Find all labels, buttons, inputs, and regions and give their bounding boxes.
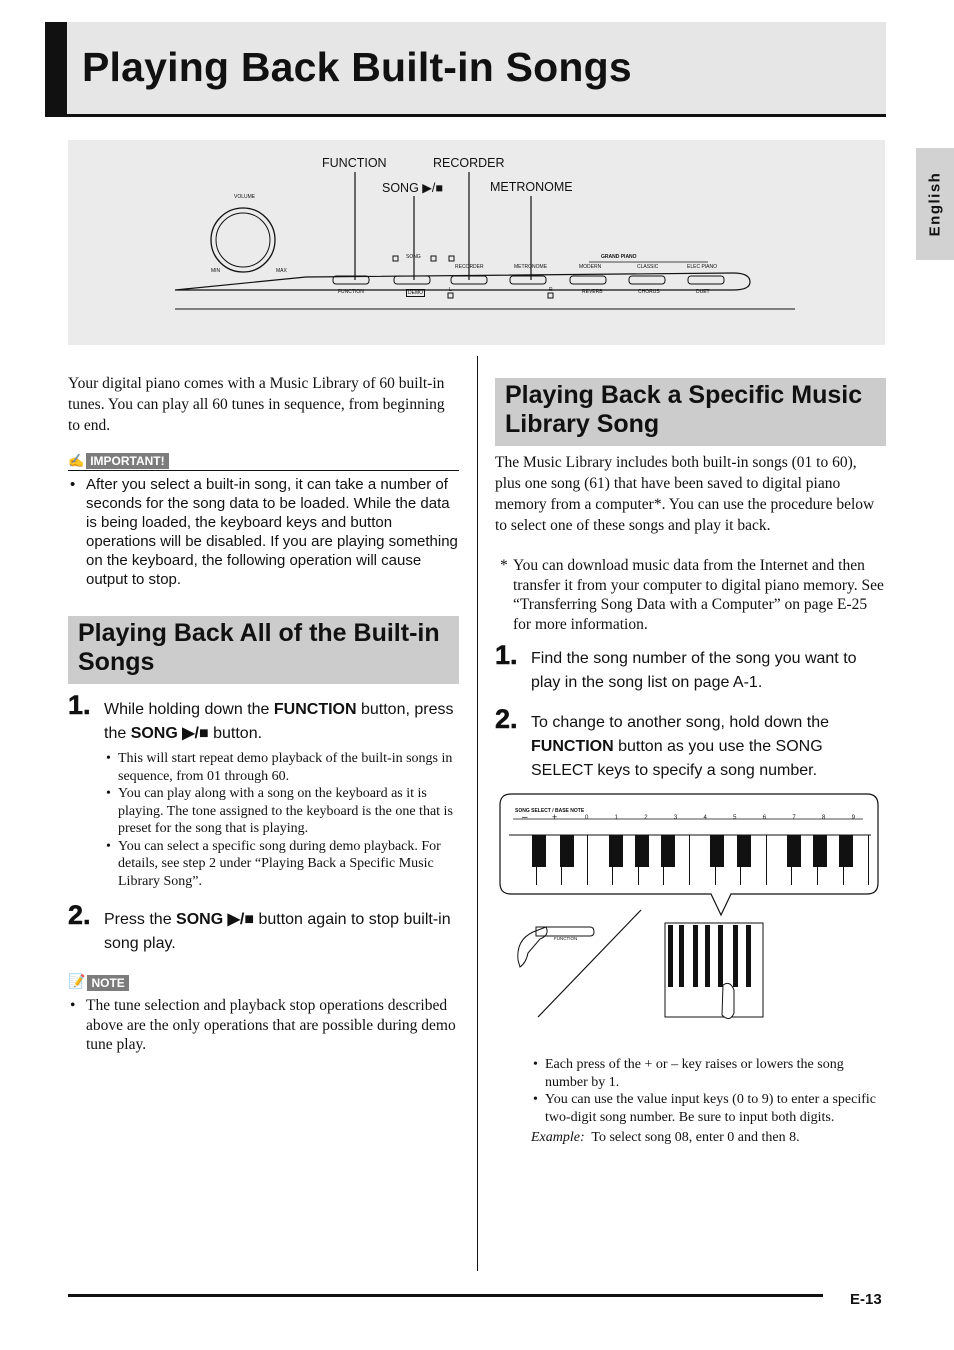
footnote-text: You can download music data from the Internet and then transfer it from your computer to digital piano memory. See “Transferring Song Data with a Computer” on page E-25 for more information. <box>513 557 884 633</box>
black-key <box>787 835 801 867</box>
important-block <box>68 453 459 589</box>
knob-volume-label: VOLUME <box>234 194 256 200</box>
callout-function: FUNCTION <box>322 156 387 170</box>
knob-min-label: MIN <box>211 268 221 274</box>
list-item: • Each press of the + or – key raises or lowers the song number by 1. <box>531 1056 886 1091</box>
left-intro: Your digital piano comes with a Music Library of 60 built-in tunes. You can play all 60 tunes in sequence, from beginning to end. <box>68 375 445 434</box>
right-step-2-text: To change to another song, hold down the FUNCTION button as you use the SONG SELECT keys to specify a song number. <box>531 714 829 779</box>
black-key <box>635 835 649 867</box>
hands-drawing <box>508 905 783 1025</box>
song-select-diagram <box>499 793 879 918</box>
right-bullets <box>531 1056 886 1147</box>
left-step-2-number: 2. <box>68 900 91 930</box>
list-item: • You can play along with a song on the keyboard as it is playing. The tone assigned to the keyboard is the one that is preset for the song that is playing. <box>104 785 458 838</box>
hand-icon: ✍ <box>68 453 85 468</box>
right-step-1-number: 1. <box>495 640 518 670</box>
hand-function-label: FUNCTION <box>554 936 578 941</box>
black-key <box>813 835 827 867</box>
l-label: L <box>449 287 452 293</box>
language-tab <box>916 148 954 260</box>
footnote <box>495 556 885 634</box>
right-step-2-number: 2. <box>495 704 518 734</box>
demo-label: DEMO <box>408 290 423 296</box>
section-header-all-songs <box>68 616 459 684</box>
left-step-2-text: Press the SONG ▶/■ button again to stop built-in song play. <box>104 911 451 952</box>
elec-piano-label: ELEC PIANO <box>687 264 718 270</box>
example-label: Example: <box>531 1130 585 1145</box>
list-item: • This will start repeat demo playback of the built-in songs in sequence, from 01 through 60. <box>104 750 458 785</box>
knob-max-label: MAX <box>276 268 287 274</box>
footnote-mark: * <box>500 557 508 574</box>
note-icon: 📝 <box>68 975 86 990</box>
right-step-1-text: Find the song number of the song you want to play in the song list on page A-1. <box>531 650 857 691</box>
control-panel-figure <box>68 140 885 345</box>
reverb-label: REVERB <box>582 289 603 295</box>
title-accent-bar <box>45 22 67 117</box>
column-divider <box>477 356 478 1271</box>
recorder-small-label: RECORDER <box>455 264 484 270</box>
section-header-specific-song <box>495 378 886 446</box>
left-step-1-number: 1. <box>68 690 91 720</box>
duet-label: DUET <box>696 289 710 295</box>
right-intro: The Music Library includes both built-in songs (01 to 60), plus one song (61) that have been saved to digital piano memory from a computer*. You can use the procedure below to select one of these songs and play it back. <box>495 454 875 534</box>
function-small-label: FUNCTION <box>338 289 364 295</box>
song-led-label: SONG <box>406 254 421 260</box>
chorus-label: CHORUS <box>638 289 660 295</box>
left-step-1-bullets <box>104 750 458 890</box>
note-text: • The tune selection and playback stop operations described above are the only operations that are possible during demo tune play. <box>68 996 459 1055</box>
black-key <box>661 835 675 867</box>
modern-label: MODERN <box>579 264 602 270</box>
list-item: • You can select a specific song during demo playback. For details, see step 2 under “Playing Back a Specific Music Library Song”. <box>104 838 458 891</box>
list-item: • You can use the value input keys (0 to 9) to enter a specific two-digit song number. Be sure to input both digits. <box>531 1091 886 1126</box>
important-tag: IMPORTANT! <box>86 453 168 469</box>
black-key <box>839 835 853 867</box>
footer-rule <box>68 1294 823 1297</box>
black-key <box>737 835 751 867</box>
language-tab-label: English <box>926 171 944 237</box>
note-block <box>68 974 459 1055</box>
black-key <box>710 835 724 867</box>
important-text: • After you select a built-in song, it can take a number of seconds for the song data to be loaded. While the data is being loaded, the keyboard keys and button operations will be disabled. If you are playing something on the keyboard, the following operation will cause output to stop. <box>68 475 459 589</box>
grand-piano-label: GRAND PIANO <box>601 254 637 260</box>
note-tag: NOTE <box>87 975 128 991</box>
hands-illustration <box>508 905 783 1025</box>
r-label: R <box>549 287 553 293</box>
example-text: To select song 08, enter 0 and then 8. <box>591 1130 800 1145</box>
page-title: Playing Back Built-in Songs <box>82 44 632 90</box>
callout-song: SONG ▶/■ <box>382 181 443 195</box>
section-title-all-songs: Playing Back All of the Built-in Songs <box>78 619 440 676</box>
black-key <box>532 835 546 867</box>
example-line <box>531 1129 886 1147</box>
left-step-1-text: While holding down the FUNCTION button, press the SONG ▶/■ button. <box>104 701 454 742</box>
black-key <box>560 835 574 867</box>
callout-recorder: RECORDER <box>433 156 505 170</box>
panel-drawing <box>68 140 885 345</box>
song-select-header: SONG SELECT / BASE NOTE <box>515 808 585 814</box>
classic-label: CLASSIC <box>637 264 659 270</box>
page-number: E-13 <box>850 1291 882 1308</box>
digit-key-labels: 0 1 2 3 4 5 6 7 8 9 <box>585 815 855 821</box>
black-key <box>609 835 623 867</box>
minus-key-label: – <box>522 812 528 823</box>
callout-metronome: METRONOME <box>490 180 573 194</box>
metronome-small-label: METRONOME <box>514 264 548 270</box>
plus-key-label: + <box>552 812 558 822</box>
section-title-specific-song: Playing Back a Specific Music Library Song <box>505 381 863 438</box>
